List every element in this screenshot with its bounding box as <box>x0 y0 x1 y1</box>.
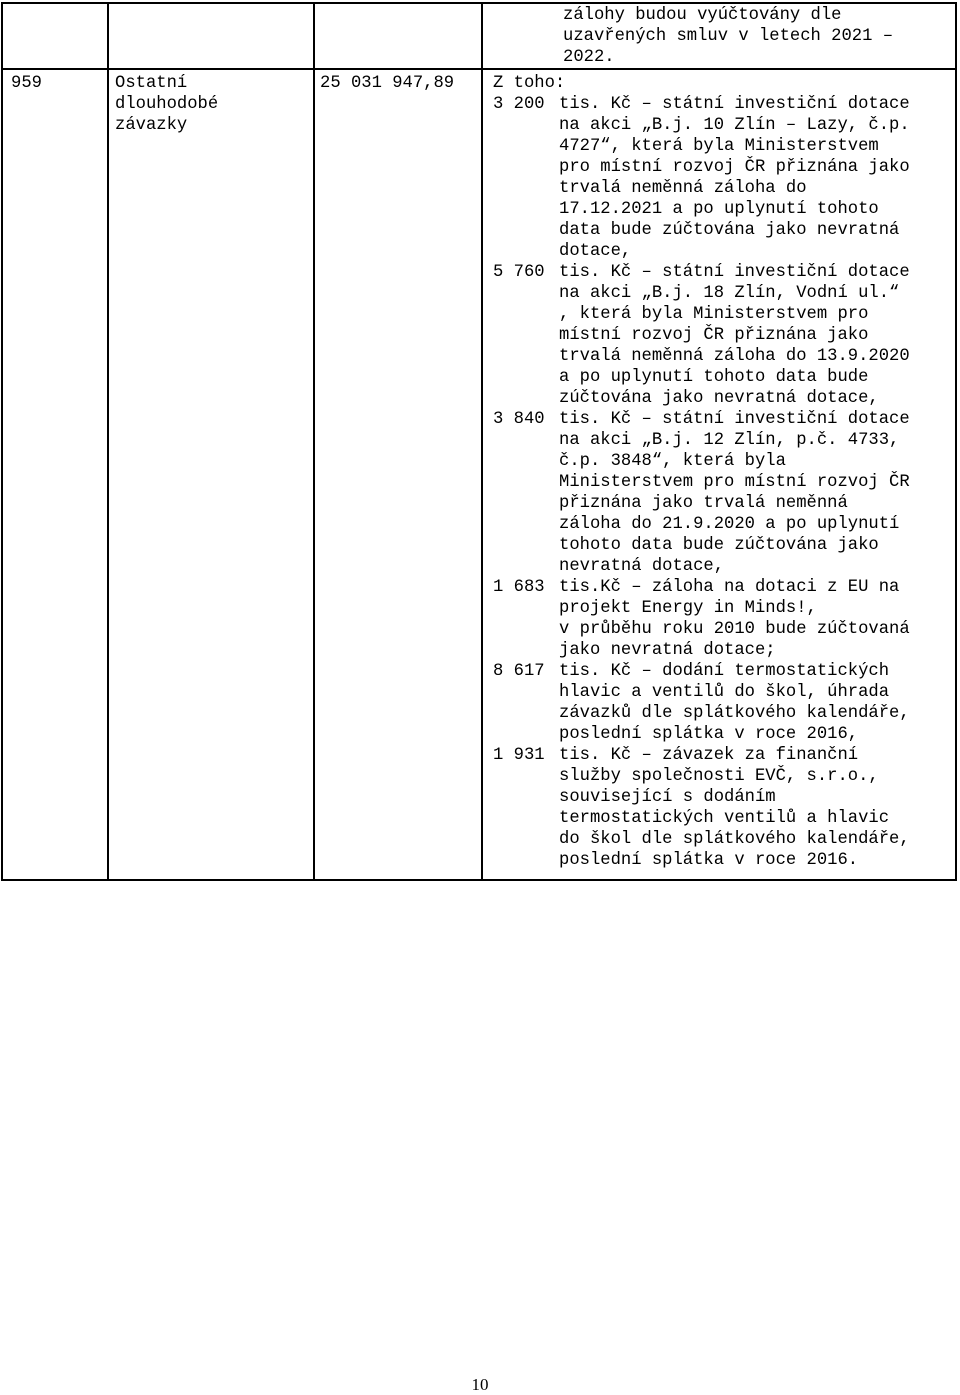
continuation-line: uzavřených smluv v letech 2021 – <box>563 27 894 46</box>
item-text-line: poslední splátka v roce 2016, <box>559 725 859 744</box>
item-text-line: tis. Kč – státní investiční dotace <box>559 410 910 429</box>
item-text-line: přiznána jako trvalá neměnná <box>559 494 848 513</box>
item-text-line: na akci „B.j. 12 Zlín, p.č. 4733, <box>559 431 900 450</box>
list-item <box>493 577 945 661</box>
item-text <box>559 577 945 661</box>
item-text-line: v průběhu roku 2010 bude zúčtovaná <box>559 620 910 639</box>
item-text-line: zúčtována jako nevratná dotace, <box>559 389 879 408</box>
item-text-line: tis. Kč – státní investiční dotace <box>559 263 910 282</box>
item-text-line: č.p. 3848“, která byla <box>559 452 786 471</box>
item-text-line: záloha do 21.9.2020 a po uplynutí <box>559 515 900 534</box>
description-cell <box>482 69 956 880</box>
amount-value: 25 031 947,89 <box>320 74 455 93</box>
item-text <box>559 262 945 409</box>
item-text-line: hlavic a ventilů do škol, úhrada <box>559 683 890 702</box>
item-text <box>559 94 945 262</box>
account-code-cell <box>2 69 108 880</box>
list-item <box>493 745 945 871</box>
item-text-line: na akci „B.j. 10 Zlín – Lazy, č.p. <box>559 116 910 135</box>
item-text-line: 17.12.2021 a po uplynutí tohoto <box>559 200 879 219</box>
list-item <box>493 262 945 409</box>
item-amount: 3 840 <box>493 410 545 429</box>
list-item <box>493 94 945 262</box>
item-text-line: místní rozvoj ČR přiznána jako <box>559 326 869 345</box>
table-row-continuation <box>2 3 956 69</box>
continuation-line: 2022. <box>563 48 615 67</box>
item-text-line: dotace, <box>559 242 632 261</box>
continuation-description-cell <box>482 3 956 69</box>
liabilities-table <box>1 2 957 881</box>
item-text-line: tohoto data bude zúčtována jako <box>559 536 879 555</box>
empty-code-cell <box>2 3 108 69</box>
account-name-line: závazky <box>115 116 188 135</box>
item-text-line: na akci „B.j. 18 Zlín, Vodní ul.“ <box>559 284 900 303</box>
item-amount: 1 683 <box>493 578 545 597</box>
account-name-cell <box>108 69 314 880</box>
item-text-line: tis. Kč – dodání termostatických <box>559 662 890 681</box>
account-name-line: dlouhodobé <box>115 95 219 114</box>
item-text-line: termostatických ventilů a hlavic <box>559 809 890 828</box>
item-text <box>559 661 945 745</box>
item-amount: 3 200 <box>493 95 545 114</box>
item-text-line: nevratná dotace, <box>559 557 725 576</box>
account-name-line: Ostatní <box>115 74 188 93</box>
item-text-line: trvalá neměnná záloha do <box>559 179 807 198</box>
account-code: 959 <box>11 74 42 93</box>
item-text-line: 4727“, která byla Ministerstvem <box>559 137 879 156</box>
item-text-line: a po uplynutí tohoto data bude <box>559 368 869 387</box>
continuation-line: zálohy budou vyúčtovány dle <box>563 6 842 25</box>
description-header: Z toho: <box>493 74 566 93</box>
item-text-line: pro místní rozvoj ČR přiznána jako <box>559 158 910 177</box>
item-text-line: jako nevratná dotace; <box>559 641 776 660</box>
item-amount: 1 931 <box>493 746 545 765</box>
item-text-line: poslední splátka v roce 2016. <box>559 851 859 870</box>
item-text-line: do škol dle splátkového kalendáře, <box>559 830 910 849</box>
item-text-line: související s dodáním <box>559 788 776 807</box>
item-text-line: služby společnosti EVČ, s.r.o., <box>559 767 879 786</box>
empty-name-cell <box>108 3 314 69</box>
item-text-line: data bude zúčtována jako nevratná <box>559 221 900 240</box>
item-text-line: , která byla Ministerstvem pro <box>559 305 869 324</box>
item-text-line: tis. Kč – státní investiční dotace <box>559 95 910 114</box>
list-item <box>493 409 945 577</box>
item-text-line: projekt Energy in Minds!, <box>559 599 817 618</box>
item-text-line: trvalá neměnná záloha do 13.9.2020 <box>559 347 910 366</box>
item-text <box>559 409 945 577</box>
item-amount: 5 760 <box>493 263 545 282</box>
list-item <box>493 661 945 745</box>
item-text-line: Ministerstvem pro místní rozvoj ČR <box>559 473 910 492</box>
item-text <box>559 745 945 871</box>
page-number: 10 <box>471 1375 489 1394</box>
amount-cell <box>314 69 482 880</box>
table-row <box>2 69 956 880</box>
item-text-line: tis.Kč – záloha na dotaci z EU na <box>559 578 900 597</box>
description-items <box>493 94 945 871</box>
item-amount: 8 617 <box>493 662 545 681</box>
item-text-line: tis. Kč – závazek za finanční <box>559 746 859 765</box>
item-text-line: závazků dle splátkového kalendáře, <box>559 704 910 723</box>
empty-amount-cell <box>314 3 482 69</box>
